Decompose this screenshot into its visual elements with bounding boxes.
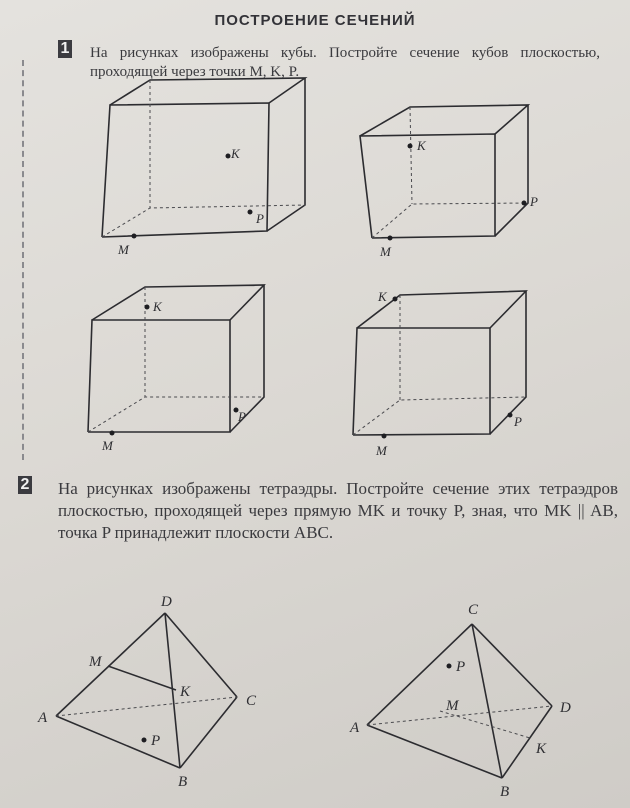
- tetra-1-label-b: B: [178, 774, 188, 790]
- cube-3-label-p: P: [238, 409, 246, 424]
- task-1-number: 1: [58, 40, 72, 58]
- page-title: ПОСТРОЕНИЕ СЕЧЕНИЙ: [214, 12, 416, 29]
- tetra-1-label-d: D: [161, 594, 172, 610]
- tetra-2-label-d: D: [560, 700, 571, 716]
- task-1-text: На рисунках изображены кубы. Постройте сечение кубов плоскостью, проходящей через точки M, K, P.: [90, 45, 600, 80]
- tetra-2-label-m: M: [446, 698, 459, 714]
- tetrahedron-1: [37, 594, 257, 790]
- cube-4-label-m: M: [376, 443, 387, 458]
- tetra-1-label-p: P: [151, 733, 161, 749]
- cube-3: [88, 285, 264, 453]
- tetra-2-label-a: A: [350, 720, 360, 736]
- cube-3-label-k: K: [153, 299, 162, 314]
- tetrahedron-2: [349, 602, 571, 800]
- task-2-number: 2: [18, 476, 32, 494]
- cube-2-label-p: P: [530, 194, 538, 209]
- cube-1: [102, 78, 305, 257]
- cube-2-label-m: M: [380, 244, 391, 259]
- cube-1-label-m: M: [118, 242, 129, 257]
- cube-1-label-k: K: [231, 146, 240, 161]
- tetra-1-label-a: A: [38, 710, 48, 726]
- tetra-1-label-m: M: [89, 654, 102, 670]
- tetra-2-label-c: C: [468, 602, 479, 618]
- cube-1-label-p: P: [256, 211, 264, 226]
- tetra-2-label-k: K: [536, 741, 547, 757]
- tetra-1-label-c: C: [246, 693, 257, 709]
- cube-2-label-k: K: [417, 138, 426, 153]
- cube-4-label-p: P: [514, 414, 522, 429]
- tetra-2-label-p: P: [456, 659, 466, 675]
- cube-3-label-m: M: [102, 438, 113, 453]
- cube-2: [360, 105, 538, 259]
- tetra-1-label-k: K: [180, 684, 191, 700]
- tetra-2-label-b: B: [500, 784, 510, 800]
- task-2-text: На рисунках изображены тетраэдры. Постройте сечение этих тетраэдров плоскостью, проходящей через прямую MK и точку P, зная, что MK || AB, точка P принадлежит плоскости ABC.: [58, 479, 618, 542]
- cube-4-label-k: K: [378, 289, 387, 304]
- cube-4: [353, 289, 526, 458]
